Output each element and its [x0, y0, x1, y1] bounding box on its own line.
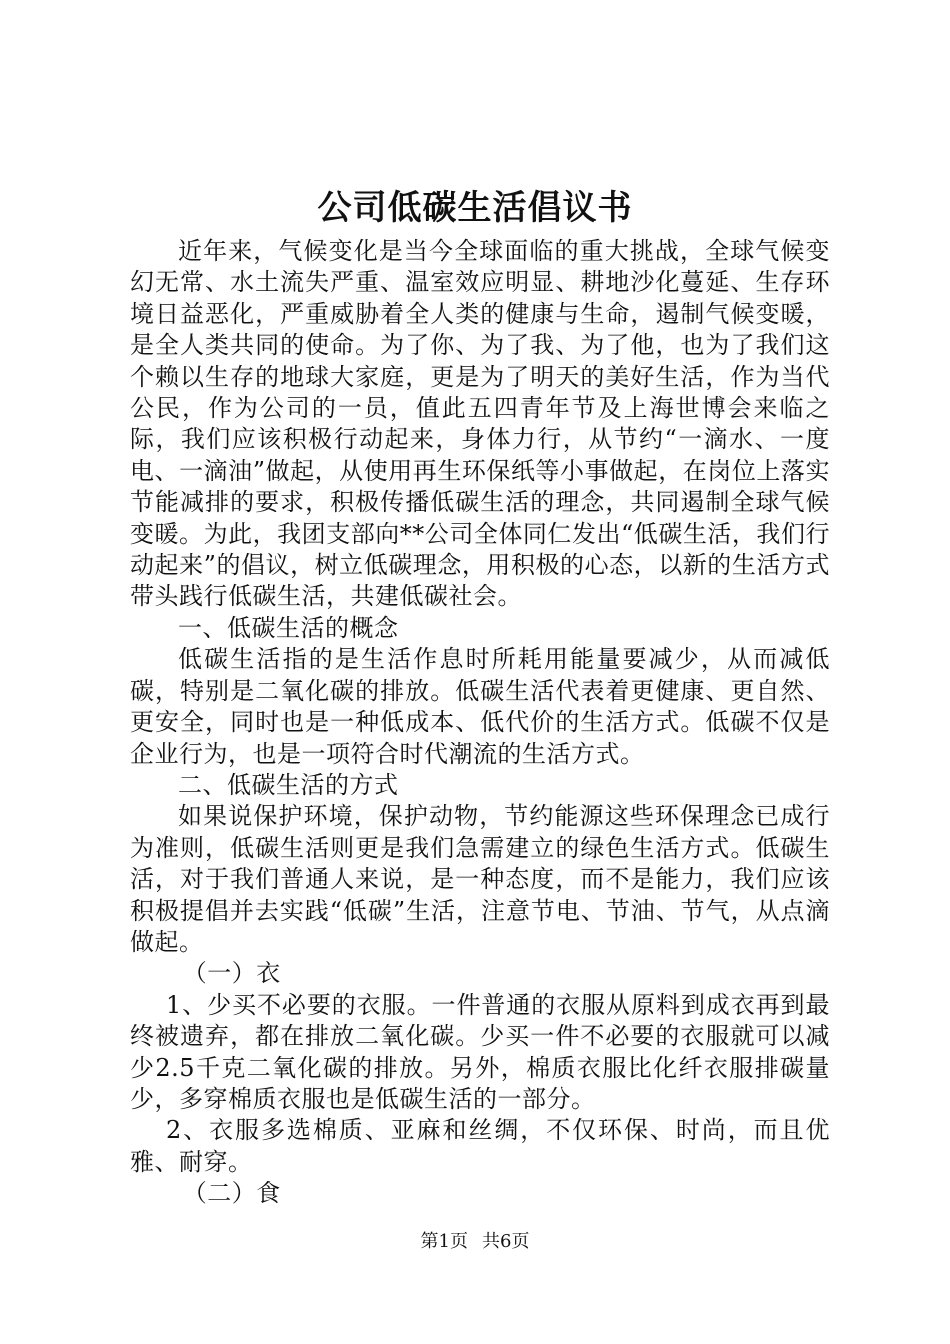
subsection-heading-food: （二）食 [182, 1179, 281, 1208]
document-body [130, 236, 830, 1210]
section-heading-methods: 二、低碳生活的方式 [178, 770, 399, 799]
section-heading-concept: 一、低碳生活的概念 [178, 613, 399, 642]
subsection-heading-clothing: （一）衣 [182, 959, 281, 988]
page-footer [0, 1230, 950, 1254]
page-number: 第1页 [420, 1231, 468, 1252]
page-total: 共6页 [482, 1231, 530, 1252]
paragraph-concept: 低碳生活指的是生活作息时所耗用能量要减少，从而减低碳，特别是二氧化碳的排放。低碳生活代表着更健康、更自然、更安全，同时也是一种低成本、低代价的生活方式。低碳不仅是企业行为，也是一项符合时代潮流的生活方式。 [130, 645, 830, 768]
list-item-clothing-1: 1、少买不必要的衣服。一件普通的衣服从原料到成衣再到最终被遗弃，都在排放二氧化碳。少买一件不必要的衣服就可以减少2.5千克二氧化碳的排放。另外，棉质衣服比化纤衣服排碳量少，多穿棉质衣服也是低碳生活的一部分。 [130, 990, 830, 1113]
list-item-clothing-2: 2、衣服多选棉质、亚麻和丝绸，不仅环保、时尚，而且优雅、耐穿。 [130, 1116, 830, 1176]
document-title: 公司低碳生活倡议书 [317, 188, 633, 228]
paragraph-methods: 如果说保护环境，保护动物，节约能源这些环保理念已成行为准则，低碳生活则更是我们急需建立的绿色生活方式。低碳生活，对于我们普通人来说，是一种态度，而不是能力，我们应该积极提倡并去实践“低碳”生活，注意节电、节油、节气，从点滴做起。 [130, 802, 830, 956]
paragraph-intro: 近年来，气候变化是当今全球面临的重大挑战，全球气候变幻无常、水土流失严重、温室效应明显、耕地沙化蔓延、生存环境日益恶化，严重威胁着全人类的健康与生命，遏制气候变暖，是全人类共同的使命。为了你、为了我、为了他，也为了我们这个赖以生存的地球大家庭，更是为了明天的美好生活，作为当代公民，作为公司的一员，值此五四青年节及上海世博会来临之际，我们应该积极行动起来，身体力行，从节约“一滴水、一度电、一滴油”做起，从使用再生环保纸等小事做起，在岗位上落实节能减排的要求，积极传播低碳生活的理念，共同遏制全球气候变暖。为此，我团支部向**公司全体同仁发出“低碳生活，我们行动起来”的倡议，树立低碳理念，用积极的心态，以新的生活方式带头践行低碳生活，共建低碳社会。 [130, 237, 830, 611]
